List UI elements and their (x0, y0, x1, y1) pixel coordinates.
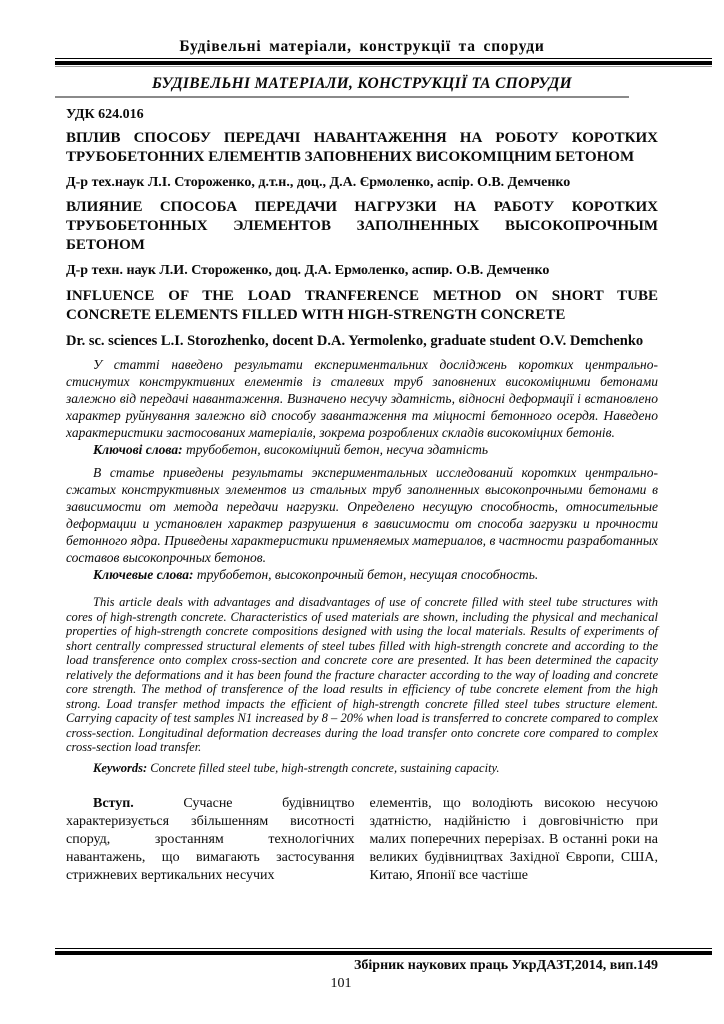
footer-rule-thin (55, 948, 712, 949)
authors-uk: Д-р тех.наук Л.І. Стороженко, д.т.н., доц., Д.А. Єрмоленко, аспір. О.В. Демченко (66, 175, 571, 190)
running-head: Будівельні матеріали, конструкції та споруди (179, 38, 545, 55)
intro-lead-label: Вступ. (93, 796, 134, 811)
footer-rule-thick (55, 951, 712, 955)
authors-en: Dr. sc. sciences L.I. Storozhenko, docent D.A. Yermolenko, graduate student O.V. Demchenko (66, 333, 644, 349)
keywords-en-label: Keywords: (93, 760, 148, 775)
authors-ru: Д-р техн. наук Л.И. Стороженко, доц. Д.А. Ермоленко, аспир. О.В. Демченко (66, 263, 550, 278)
intro-left-text: Сучасне будівництво характеризується збільшенням висотності споруд, зростанням технологічних навантажень, що вимагають застосування стрижневих вертикальних несучих (66, 796, 355, 883)
header-rule-thick (55, 61, 712, 65)
article-title-en: INFLUENCE OF THE LOAD TRANFERENCE METHOD ON SHORT TUBE CONCRETE ELEMENTS FILLED WITH HIGH-STRENGTH CONCRETE (66, 288, 658, 323)
section-header: БУДІВЕЛЬНІ МАТЕРІАЛИ, КОНСТРУКЦІЇ ТА СПОРУДИ (152, 75, 572, 92)
header-rule-thin (55, 58, 712, 59)
abstract-ru (66, 464, 658, 583)
section-header-rule (55, 96, 629, 98)
keywords-ru (66, 566, 658, 583)
page-footer (55, 948, 712, 992)
abstract-uk (66, 356, 658, 458)
keywords-ru-text: трубобетон, высокопрочный бетон, несущая способность. (196, 567, 539, 582)
keywords-uk-text: трубобетон, високоміцний бетон, несуча здатність (185, 442, 489, 457)
abstract-ru-text: В статье приведены результаты экспериментальных исследований коротких центрально-сжатых конструктивных элементов из стальных труб заполненных высокопрочными бетонами в зависимости от метода передачи нагрузки. Определено несущую способность, относительные деформации и установлен характер разрушения в зависимости от способа загрузки и прочности бетонного ядра. Приведены характеристики применяемых материалов, в частности разработанных составов высокопрочных бетонов. (66, 465, 658, 565)
intro-columns (66, 795, 658, 885)
keywords-ru-label: Ключевые слова: (93, 567, 194, 582)
intro-column-left (66, 795, 355, 885)
intro-right-text: елементів, що володіють високою несучою здатністю, надійністю і довговічністю при малих поперечних перерізах. В останні роки на великих будівництвах Західної Європи, США, Китаю, Японії все частіше (369, 796, 658, 883)
keywords-en-text: Concrete filled steel tube, high-strength concrete, sustaining capacity. (150, 760, 500, 775)
header-rule-gray (55, 66, 712, 67)
intro-column-right (370, 795, 659, 885)
abstract-uk-text: У статті наведено результати експериментальних досліджень коротких центрально-стиснутих конструктивних елементів із сталевих труб заповнених високоміцними бетонами залежно від передачі навантаження. Визначено несучу здатність, відносні деформації і встановлено характер руйнування залежно від способу завантаження та міцності бетонного осердя. Наведено характеристики застосованих матеріалів, зокрема розроблених складів високоміцних бетонів. (66, 357, 658, 440)
keywords-uk (66, 441, 658, 458)
footer-journal-line: Збірник наукових праць УкрДАЗТ,2014, вип.149 (354, 958, 658, 973)
abstract-en (66, 595, 658, 775)
page-number: 101 (330, 976, 352, 991)
article-title-ru: ВЛИЯНИЕ СПОСОБА ПЕРЕДАЧИ НАГРУЗКИ НА РАБОТУ КОРОТКИХ ТРУБОБЕТОННЫХ ЭЛЕМЕНТОВ ЗАПОЛНЕННЫХ ВЫСОКОПРОЧНЫМ БЕТОНОМ (66, 199, 658, 253)
intro-left-paragraph (66, 795, 355, 885)
abstract-en-text: This article deals with advantages and disadvantages of use of concrete filled with steel tube structures with cores of high-strength concrete. Characteristics of used materials are shown, including the physical and mechanical properties of high-strength concrete compositions designed with using the local materials. Results of experiments of short centrally compressed structural elements of steel tubes filled with high-strength concrete and according to the load transference onto complex cross-section and concrete core are presented. It has been determined the capacity relatively the deformations and it has been found the fracture character according to the way of loading and concrete core strength. The method of transference of the load results in efficiency of tube concrete element from the high strong. Load transfer method impacts the efficient of high-strength concrete filled steel tubes structure element. Carrying capacity of test samples N1 increased by 8 – 20% when load is transferred to concrete compared to complex cross-section. Longitudinal deformation decreases during the load transfer onto concrete core compared to complex cross-section load transfer. (66, 595, 658, 754)
keywords-uk-label: Ключові слова: (93, 442, 183, 457)
udc-code: УДК 624.016 (66, 107, 144, 122)
keywords-en (66, 761, 658, 776)
article-title-uk: ВПЛИВ СПОСОБУ ПЕРЕДАЧІ НАВАНТАЖЕННЯ НА РОБОТУ КОРОТКИХ ТРУБОБЕТОННИХ ЕЛЕМЕНТІВ ЗАПОВНЕНИХ ВИСОКОМІЦНИМ БЕТОНОМ (66, 130, 658, 165)
